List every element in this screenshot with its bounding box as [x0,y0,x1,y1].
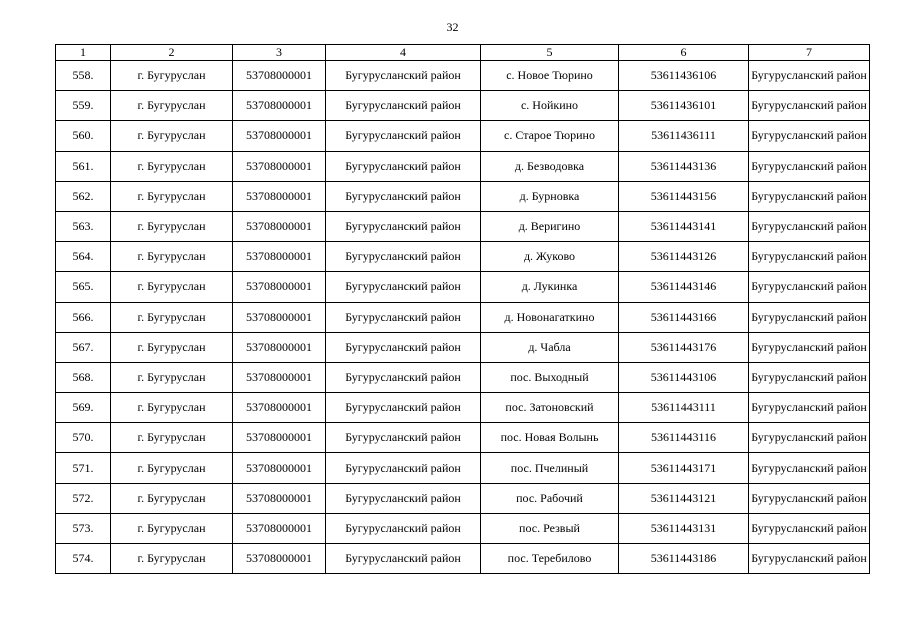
table-cell: 53708000001 [233,302,326,332]
table-row [56,302,870,332]
table-cell: пос. Теребилово [481,544,619,574]
table-cell: Бугурусланский район [326,544,481,574]
table-cell: Бугурусланский район [749,513,870,543]
table-cell: 53611443141 [619,211,749,241]
table-cell: 53611443106 [619,362,749,392]
table-cell: Бугурусланский район [326,483,481,513]
table-cell: г. Бугуруслан [111,423,233,453]
table-cell: г. Бугуруслан [111,211,233,241]
table-cell: 570. [56,423,111,453]
table-cell: с. Новое Тюрино [481,61,619,91]
table-row [56,362,870,392]
table-cell: 53708000001 [233,423,326,453]
table-cell: Бугурусланский район [326,332,481,362]
table-cell: г. Бугуруслан [111,362,233,392]
table-cell: 53708000001 [233,61,326,91]
table-cell: 53708000001 [233,513,326,543]
table-cell: 53708000001 [233,181,326,211]
table-cell: 53708000001 [233,242,326,272]
table-cell: 53611443171 [619,453,749,483]
table-row [56,61,870,91]
table-cell: г. Бугуруслан [111,483,233,513]
table-cell: Бугурусланский район [326,453,481,483]
table-row [56,423,870,453]
table-cell: 53708000001 [233,332,326,362]
table-cell: Бугурусланский район [749,151,870,181]
table-cell: пос. Пчелиный [481,453,619,483]
table-cell: 53708000001 [233,393,326,423]
table-cell: Бугурусланский район [326,362,481,392]
table-cell: Бугурусланский район [749,272,870,302]
table-cell: Бугурусланский район [326,211,481,241]
table-cell: г. Бугуруслан [111,242,233,272]
table-cell: Бугурусланский район [326,91,481,121]
table-cell: 53611443111 [619,393,749,423]
table-cell: 563. [56,211,111,241]
table-cell: 53708000001 [233,453,326,483]
table-row [56,393,870,423]
table-cell: 53708000001 [233,544,326,574]
table-cell: 574. [56,544,111,574]
table-cell: 53611443136 [619,151,749,181]
table-cell: Бугурусланский район [749,242,870,272]
table-cell: 53611443186 [619,544,749,574]
table-cell: 572. [56,483,111,513]
column-header: 3 [233,45,326,61]
table-cell: 571. [56,453,111,483]
table-cell: с. Старое Тюрино [481,121,619,151]
table-cell: 53611436106 [619,61,749,91]
table-cell: с. Нойкино [481,91,619,121]
table-cell: 567. [56,332,111,362]
table-cell: пос. Выходный [481,362,619,392]
table-cell: пос. Рабочий [481,483,619,513]
table-cell: Бугурусланский район [326,181,481,211]
table-cell: Бугурусланский район [326,121,481,151]
table-cell: г. Бугуруслан [111,393,233,423]
table-cell: 53611443126 [619,242,749,272]
table-cell: 558. [56,61,111,91]
table-cell: 564. [56,242,111,272]
column-header: 7 [749,45,870,61]
table-cell: Бугурусланский район [749,61,870,91]
table-row [56,181,870,211]
table-cell: 573. [56,513,111,543]
table-cell: 53708000001 [233,362,326,392]
table-cell: 53708000001 [233,272,326,302]
table-cell: 53708000001 [233,91,326,121]
table-cell: 53611443176 [619,332,749,362]
table-cell: г. Бугуруслан [111,61,233,91]
table-cell: 568. [56,362,111,392]
table-cell: г. Бугуруслан [111,151,233,181]
table-cell: г. Бугуруслан [111,513,233,543]
table-cell: 559. [56,91,111,121]
table-cell: Бугурусланский район [749,483,870,513]
table-cell: г. Бугуруслан [111,332,233,362]
table-row [56,91,870,121]
data-table [55,44,870,574]
table-cell: Бугурусланский район [749,121,870,151]
table-cell: Бугурусланский район [749,544,870,574]
column-header: 2 [111,45,233,61]
table-cell: пос. Затоновский [481,393,619,423]
table-cell: Бугурусланский район [326,393,481,423]
table-cell: г. Бугуруслан [111,453,233,483]
table-cell: 565. [56,272,111,302]
header-row [56,45,870,61]
table-cell: 53611443156 [619,181,749,211]
table-cell: 569. [56,393,111,423]
table-cell: 53611443131 [619,513,749,543]
table-cell: Бугурусланский район [326,61,481,91]
table-row [56,513,870,543]
table-row [56,483,870,513]
table-cell: Бугурусланский район [749,453,870,483]
table-cell: пос. Резвый [481,513,619,543]
table-cell: Бугурусланский район [749,211,870,241]
table-cell: д. Жуково [481,242,619,272]
table-cell: Бугурусланский район [749,393,870,423]
table-cell: д. Лукинка [481,272,619,302]
table-cell: 566. [56,302,111,332]
table-row [56,453,870,483]
table-cell: д. Бурновка [481,181,619,211]
table-cell: 53708000001 [233,483,326,513]
page-number: 32 [446,20,459,34]
table-row [56,332,870,362]
table-cell: 53611443121 [619,483,749,513]
table-cell: г. Бугуруслан [111,121,233,151]
table-row [56,272,870,302]
table-cell: Бугурусланский район [326,513,481,543]
table-cell: Бугурусланский район [749,332,870,362]
table-cell: Бугурусланский район [749,91,870,121]
table-cell: Бугурусланский район [749,423,870,453]
table-row [56,544,870,574]
table-cell: д. Безводовка [481,151,619,181]
column-header: 1 [56,45,111,61]
table-cell: Бугурусланский район [326,242,481,272]
table-cell: Бугурусланский район [749,181,870,211]
column-header: 5 [481,45,619,61]
table-cell: Бугурусланский район [749,362,870,392]
table-cell: д. Веригино [481,211,619,241]
table-cell: 53611443146 [619,272,749,302]
table-cell: 53611436111 [619,121,749,151]
table-cell: пос. Новая Волынь [481,423,619,453]
table-cell: 560. [56,121,111,151]
table-cell: г. Бугуруслан [111,544,233,574]
table-cell: 562. [56,181,111,211]
table-cell: Бугурусланский район [326,151,481,181]
table-cell: 53708000001 [233,121,326,151]
column-header: 4 [326,45,481,61]
table-cell: 53611443116 [619,423,749,453]
table-cell: Бугурусланский район [326,423,481,453]
table-cell: г. Бугуруслан [111,302,233,332]
table-cell: 53708000001 [233,151,326,181]
table-cell: д. Чабла [481,332,619,362]
table-cell: г. Бугуруслан [111,272,233,302]
table-cell: Бугурусланский район [749,302,870,332]
table-cell: 53708000001 [233,211,326,241]
table-row [56,211,870,241]
column-header: 6 [619,45,749,61]
table-cell: г. Бугуруслан [111,181,233,211]
table-row [56,151,870,181]
table-cell: д. Новонагаткино [481,302,619,332]
table-cell: Бугурусланский район [326,302,481,332]
table-row [56,121,870,151]
table-row [56,242,870,272]
table-body [56,61,870,574]
table-cell: 561. [56,151,111,181]
table-cell: 53611443166 [619,302,749,332]
table-cell: 53611436101 [619,91,749,121]
table-cell: Бугурусланский район [326,272,481,302]
table-cell: г. Бугуруслан [111,91,233,121]
